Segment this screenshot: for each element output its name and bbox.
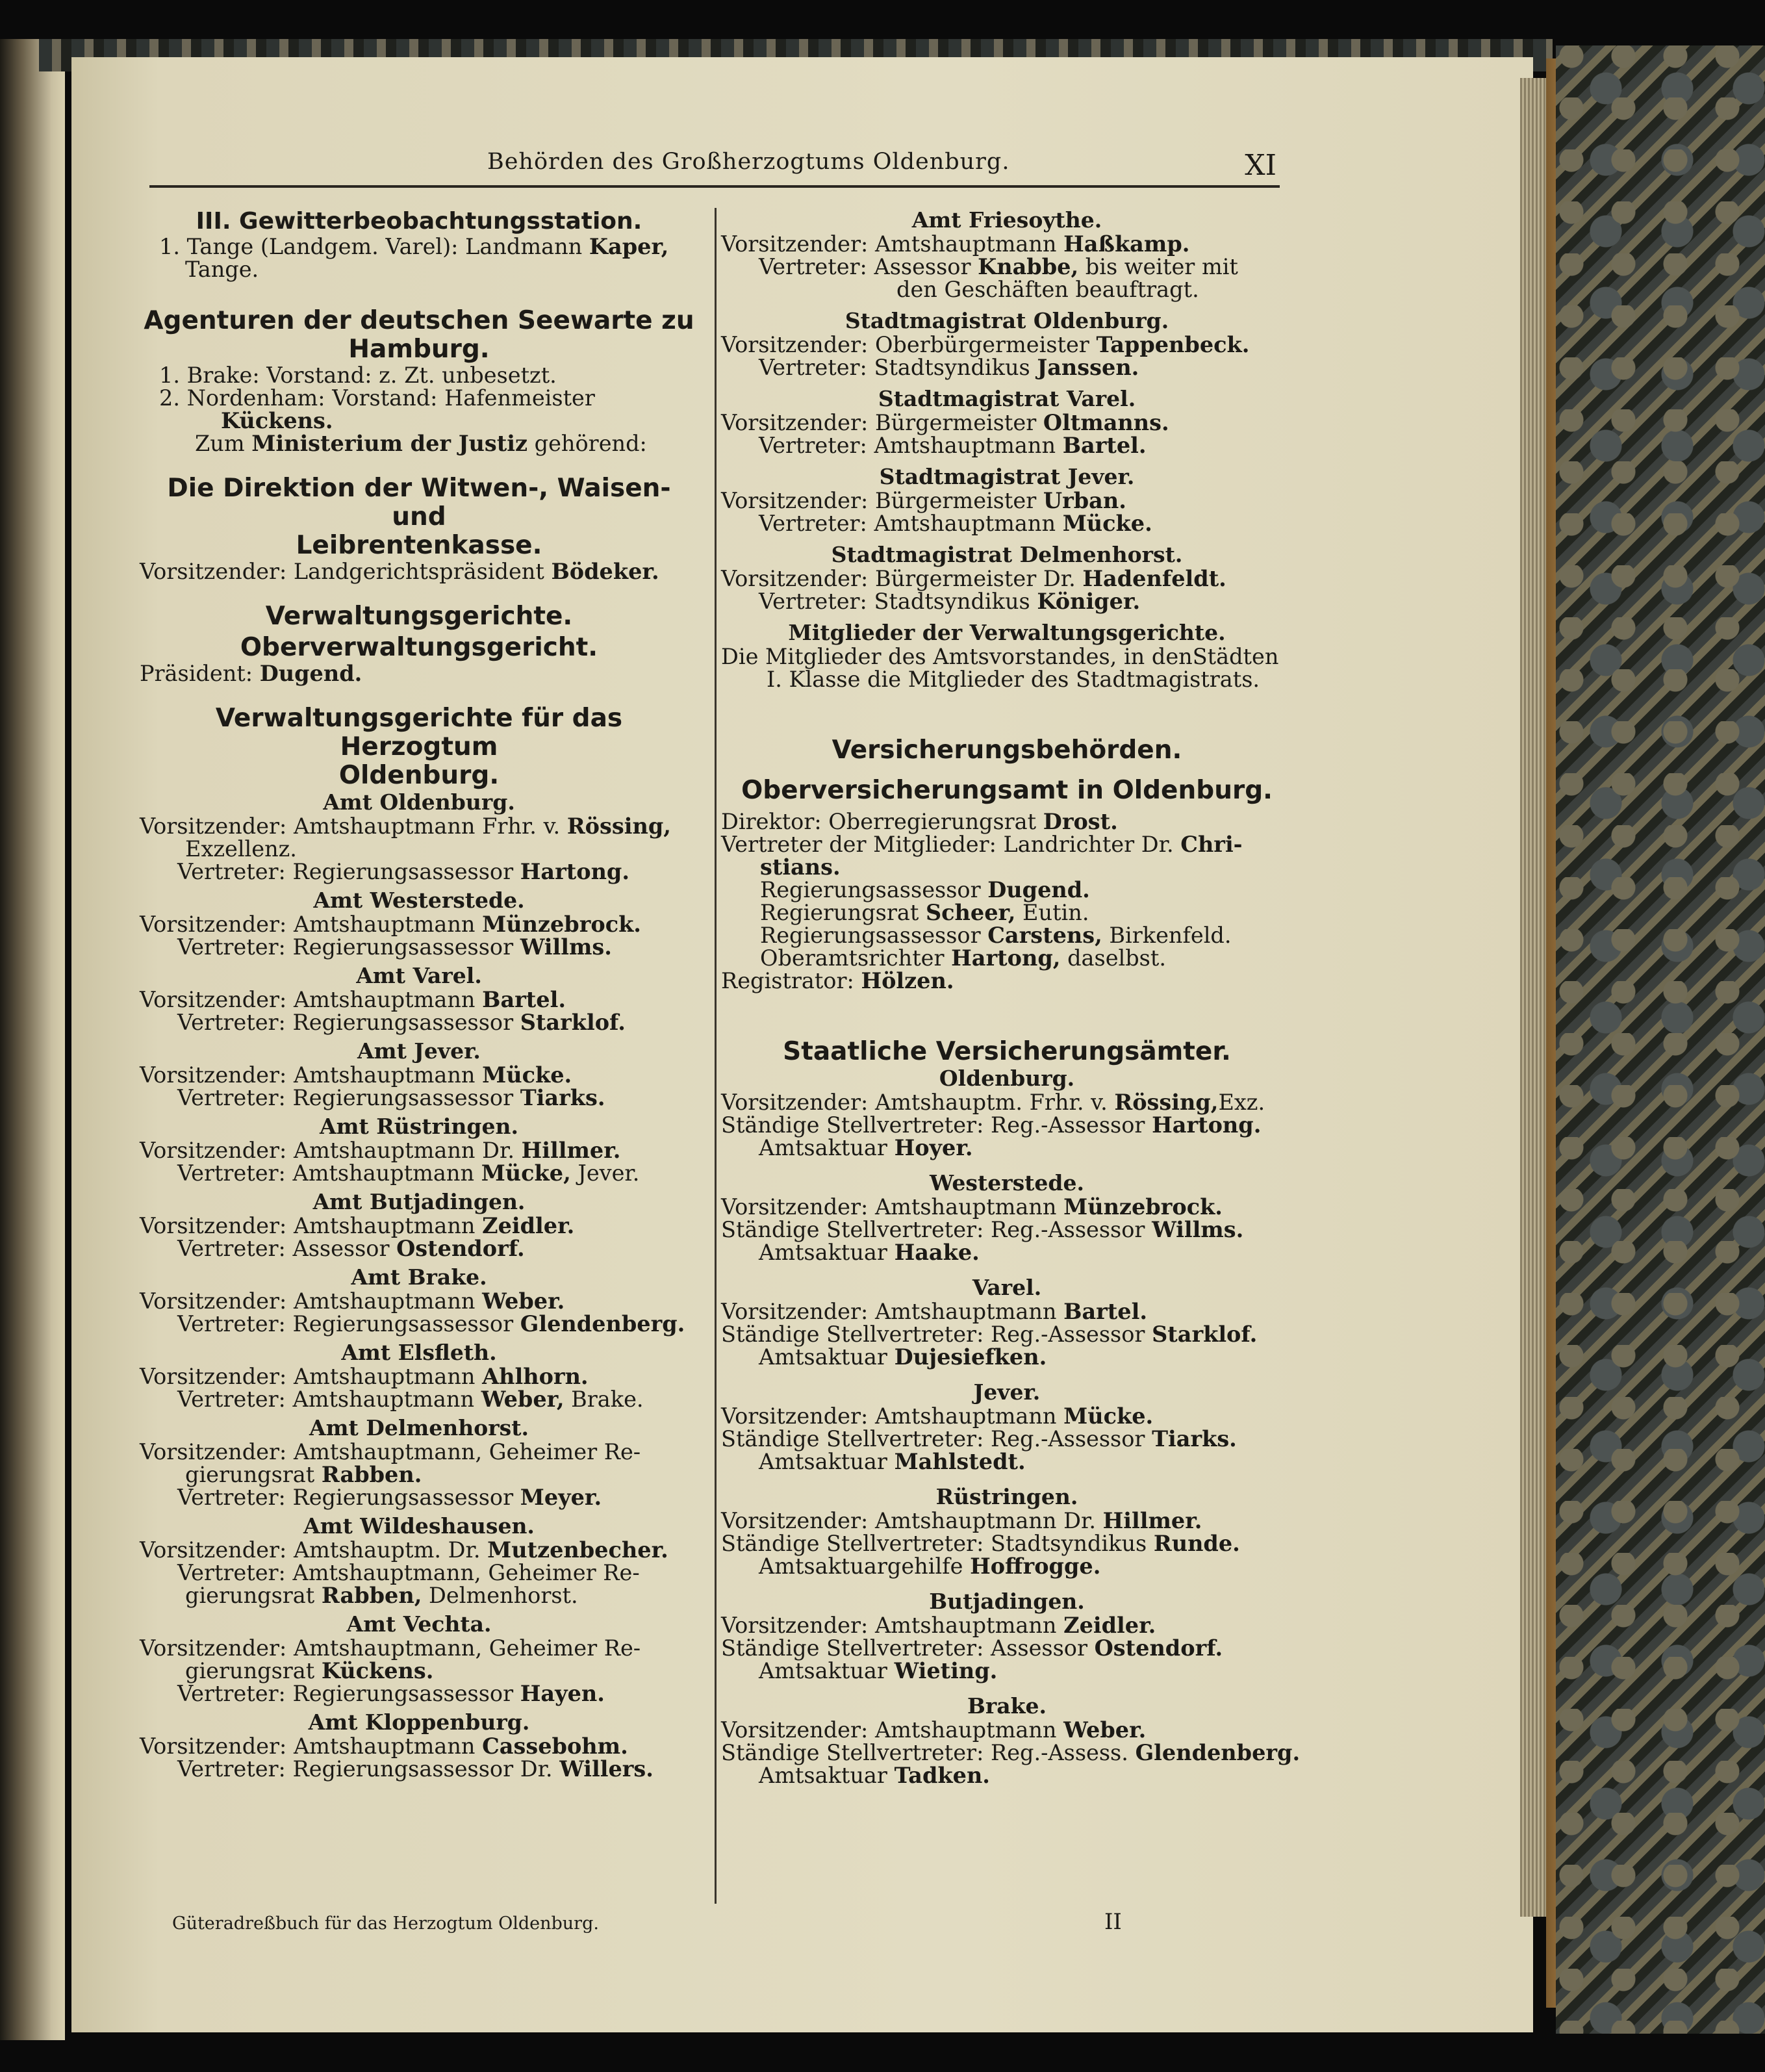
section-heading: Staatliche Versicherungsämter. (783, 1037, 1231, 1066)
text-line: Regierungsassessor Carstens, Birkenfeld. (760, 923, 1232, 948)
text-line: Präsident: Dugend. (140, 661, 362, 686)
entry-heading: Rüstringen. (935, 1484, 1078, 1509)
text-line: Vorsitzender: Amtshauptmann Münzebrock. (140, 912, 641, 937)
section-heading: Verwaltungsgerichte. (265, 602, 573, 631)
text-line: Vertreter: Stadtsyndikus Janssen. (759, 355, 1139, 380)
section-heading: Verwaltungsgerichte für das Herzogtum (215, 704, 623, 761)
text-line: Amtsaktuar Tadken. (759, 1763, 990, 1788)
text-line: Vorsitzender: Landgerichtspräsident Bödeker. (140, 559, 659, 584)
aemter-entry-list (721, 1066, 1301, 1788)
entry-heading: Oldenburg. (939, 1066, 1075, 1091)
entry-heading: Amt Elsfleth. (341, 1340, 497, 1365)
text-line: 1. Brake: Vorstand: z. Zt. unbesetzt. (159, 363, 557, 388)
text-line: Zum Ministerium der Justiz gehörend: (195, 431, 647, 456)
text-line: Vorsitzender: Amtshauptm. Dr. Mutzenbecher. (140, 1537, 668, 1563)
entry-heading: Jever. (973, 1379, 1041, 1405)
column-rule (715, 208, 717, 1904)
text-line: Oberamtsrichter Hartong, daselbst. (760, 945, 1166, 971)
entry-heading: Amt Rüstringen. (320, 1114, 518, 1139)
entry-heading: Amt Westerstede. (313, 888, 525, 913)
text-line: Vertreter: Regierungsassessor Glendenberg. (177, 1311, 685, 1337)
section-heading: Leibrentenkasse. (296, 531, 542, 560)
entry-heading: Stadtmagistrat Delmenhorst. (831, 542, 1183, 567)
text-line: Vertreter: Amtshauptmann Weber, Brake. (177, 1387, 644, 1412)
text-line: 1. Tange (Landgem. Varel): Landmann Kaper, (159, 234, 669, 259)
text-line: Vorsitzender: Bürgermeister Urban. (721, 488, 1126, 513)
footer-text: Güteradreßbuch für das Herzogtum Oldenburg. (172, 1913, 599, 1934)
text-line: Die Mitglieder des Amtsvorstandes, in denStädten (721, 644, 1279, 669)
text-line: Vorsitzender: Amtshauptmann Frhr. v. Rössing, (140, 813, 671, 839)
text-line: Vorsitzender: Oberbürgermeister Tappenbeck. (721, 332, 1250, 357)
text-line: Vertreter: Amtshauptmann Mücke, Jever. (177, 1160, 640, 1186)
text-line: Ständige Stellvertreter: Reg.-Assessor Hartong. (721, 1112, 1262, 1138)
text-line: Vertreter: Amtshauptmann, Geheimer Re- (177, 1560, 640, 1585)
left-entry-list (140, 790, 698, 1780)
text-line: Vorsitzender: Amtshauptmann Dr. Hillmer. (721, 1508, 1202, 1533)
text-line: Vorsitzender: Amtshauptmann Münzebrock. (721, 1194, 1223, 1220)
text-line: Vorsitzender: Amtshauptm. Frhr. v. Rössing,Exz. (721, 1090, 1265, 1115)
text-line: stians. (760, 854, 841, 880)
entry-heading: Amt Wildeshausen. (303, 1513, 535, 1539)
running-head-title: Behörden des Großherzogtums Oldenburg. (487, 149, 1010, 175)
text-line: Vertreter: Regierungsassessor Meyer. (177, 1485, 602, 1510)
text-line: Vorsitzender: Amtshauptmann Mücke. (140, 1062, 572, 1088)
text-line: Vorsitzender: Amtshauptmann Weber. (721, 1717, 1147, 1743)
entry-heading: Amt Friesoythe. (911, 207, 1102, 233)
marbled-cover (1556, 45, 1765, 2034)
text-line: Vorsitzender: Amtshauptmann, Geheimer Re- (140, 1439, 641, 1464)
section-heading: III. Gewitterbeobachtungsstation. (196, 208, 642, 235)
text-line: Amtsaktuargehilfe Hoffrogge. (759, 1554, 1101, 1579)
entry-heading: Stadtmagistrat Oldenburg. (844, 308, 1169, 333)
text-line: Amtsaktuar Mahlstedt. (759, 1449, 1026, 1474)
entry-heading: Mitglieder der Verwaltungsgerichte. (788, 620, 1226, 645)
running-head (149, 146, 1280, 188)
text-line: Vorsitzender: Amtshauptmann Haßkamp. (721, 231, 1190, 257)
text-line: Vorsitzender: Amtshauptmann Bartel. (721, 1299, 1147, 1324)
text-line: Kückens. (221, 408, 333, 433)
book-spine-left (0, 39, 65, 2040)
text-line: Ständige Stellvertreter: Reg.-Assessor Willms. (721, 1217, 1244, 1242)
section-heading: Die Direktion der Witwen-, Waisen- und (167, 474, 671, 531)
text-line: Vorsitzender: Amtshauptmann Zeidler. (721, 1613, 1156, 1638)
text-line: gierungsrat Kückens. (185, 1658, 434, 1683)
section-heading: Hamburg. (348, 335, 490, 364)
text-line: Vertreter: Amtshauptmann Bartel. (759, 433, 1147, 458)
signature-mark: II (1104, 1909, 1122, 1935)
text-line: Vorsitzender: Amtshauptmann Zeidler. (140, 1213, 575, 1238)
text-line: Vertreter: Amtshauptmann Mücke. (759, 511, 1152, 536)
text-line: gierungsrat Rabben, Delmenhorst. (185, 1583, 578, 1608)
text-line: Ständige Stellvertreter: Reg.-Assessor Starklof. (721, 1322, 1258, 1347)
entry-heading: Amt Oldenburg. (323, 789, 515, 815)
text-line: Vertreter: Regierungsassessor Hayen. (177, 1681, 605, 1706)
section-heading: Oberverwaltungsgericht. (240, 633, 598, 662)
text-line: 2. Nordenham: Vorstand: Hafenmeister (159, 385, 595, 411)
text-line: Vorsitzender: Amtshauptmann Ahlhorn. (140, 1364, 589, 1389)
section-heading: Agenturen der deutschen Seewarte zu (144, 306, 694, 335)
text-line: Vertreter: Regierungsassessor Willms. (177, 934, 612, 960)
text-line: Tange. (185, 257, 259, 282)
entry-heading: Amt Delmenhorst. (309, 1415, 529, 1440)
text-line: Amtsaktuar Hoyer. (759, 1135, 973, 1160)
page-number: XI (1245, 149, 1276, 182)
left-column (140, 208, 698, 1780)
entry-heading: Westerstede. (930, 1170, 1084, 1196)
right-column (721, 207, 1301, 1788)
text-line: Ständige Stellvertreter: Assessor Ostendorf. (721, 1635, 1223, 1661)
text-line: Exzellenz. (185, 836, 297, 862)
text-line: Vertreter: Regierungsassessor Tiarks. (177, 1085, 605, 1110)
entry-heading: Amt Vechta. (346, 1611, 492, 1637)
text-line: Vertreter: Stadtsyndikus Königer. (759, 589, 1141, 614)
entry-heading: Amt Brake. (351, 1264, 487, 1290)
text-line: Regierungsrat Scheer, Eutin. (760, 900, 1089, 925)
text-line: Vorsitzender: Amtshauptmann, Geheimer Re- (140, 1635, 641, 1661)
text-line: Direktor: Oberregierungsrat Drost. (721, 809, 1118, 834)
entry-heading: Amt Varel. (356, 963, 482, 988)
text-line: Vertreter: Assessor Ostendorf. (177, 1236, 525, 1261)
text-line: Vorsitzender: Bürgermeister Dr. Hadenfeldt. (721, 566, 1226, 591)
text-line: Amtsaktuar Wieting. (759, 1658, 998, 1683)
text-line: den Geschäften beauftragt. (896, 277, 1199, 302)
text-line: Registrator: Hölzen. (721, 968, 954, 993)
text-line: Amtsaktuar Haake. (759, 1240, 980, 1265)
right-entry-list (721, 208, 1293, 691)
text-line: Regierungsassessor Dugend. (760, 877, 1090, 902)
entry-heading: Amt Kloppenburg. (308, 1709, 530, 1735)
text-line: Vertreter: Regierungsassessor Dr. Willers. (177, 1756, 654, 1782)
section-heading: Versicherungsbehörden. (832, 735, 1182, 765)
text-line: Vorsitzender: Amtshauptmann Cassebohm. (140, 1733, 628, 1759)
entry-heading: Varel. (972, 1275, 1042, 1300)
text-line: Ständige Stellvertreter: Stadtsyndikus Runde. (721, 1531, 1240, 1556)
text-line: Vertreter: Regierungsassessor Hartong. (177, 859, 630, 884)
entry-heading: Butjadingen. (929, 1589, 1085, 1614)
text-line: Vorsitzender: Amtshauptmann Bartel. (140, 987, 566, 1012)
entry-heading: Stadtmagistrat Jever. (879, 464, 1135, 489)
text-line: Ständige Stellvertreter: Reg.-Assess. Glendenberg. (721, 1740, 1301, 1765)
text-line: Ständige Stellvertreter: Reg.-Assessor Tiarks. (721, 1426, 1237, 1452)
entry-heading: Amt Butjadingen. (312, 1189, 526, 1214)
text-line: Vertreter der Mitglieder: Landrichter Dr. Chri- (721, 832, 1243, 857)
text-line: Vorsitzender: Amtshauptmann Weber. (140, 1288, 565, 1314)
entry-heading: Amt Jever. (357, 1038, 481, 1064)
text-line: gierungsrat Rabben. (185, 1462, 422, 1487)
text-line: Amtsaktuar Dujesiefken. (759, 1344, 1047, 1370)
entry-heading: Stadtmagistrat Varel. (878, 386, 1136, 411)
text-line: Vorsitzender: Amtshauptmann Dr. Hillmer. (140, 1138, 621, 1163)
text-line: Vertreter: Regierungsassessor Starklof. (177, 1010, 626, 1035)
section-heading: Oldenburg. (338, 761, 500, 790)
text-line: I. Klasse die Mitglieder des Stadtmagistrats. (767, 667, 1260, 692)
text-line: Vorsitzender: Bürgermeister Oltmanns. (721, 410, 1169, 435)
text-line: Vertreter: Assessor Knabbe, bis weiter mit (759, 254, 1238, 279)
entry-heading: Brake. (967, 1693, 1047, 1719)
text-line: Vorsitzender: Amtshauptmann Mücke. (721, 1403, 1154, 1429)
section-heading: Oberversicherungsamt in Oldenburg. (741, 776, 1273, 805)
